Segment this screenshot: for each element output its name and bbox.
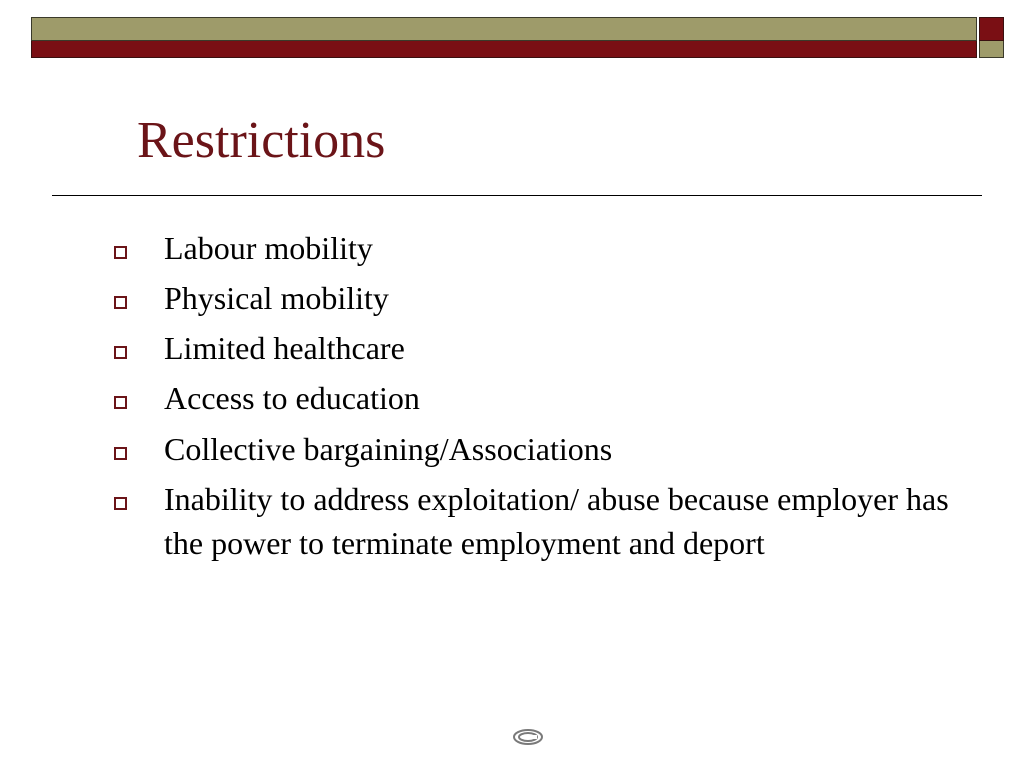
bullet-item [112,326,982,370]
slide-title: Restrictions [137,112,386,169]
header-banner-maroon [31,41,977,58]
square-bullet-icon [114,396,127,409]
square-bullet-icon [114,447,127,460]
square-bullet-icon [114,296,127,309]
square-bullet-icon [114,497,127,510]
bullet-item [112,477,982,565]
bullet-text: Collective bargaining/Associations [164,430,613,467]
square-bullet-icon [114,246,127,259]
bullet-text: Labour mobility [164,230,373,266]
header-banner-olive [31,17,977,41]
header-corner-maroon [979,17,1004,41]
bullet-text: Limited healthcare [164,330,405,367]
square-bullet-icon [114,346,127,359]
bullet-item [112,376,982,420]
bullet-item [112,226,982,270]
header-corner-olive [979,41,1004,58]
bullet-text: Inability to address exploitation/ abuse because employer has the power to terminate employment and deport [164,480,949,561]
bullet-item [112,427,982,471]
bullet-item [112,276,982,320]
bullet-text: Access to education [164,380,420,417]
copyright-icon [512,727,544,747]
bullet-text: Physical mobility [164,280,389,317]
title-divider [52,195,982,196]
bullet-list [112,226,982,571]
